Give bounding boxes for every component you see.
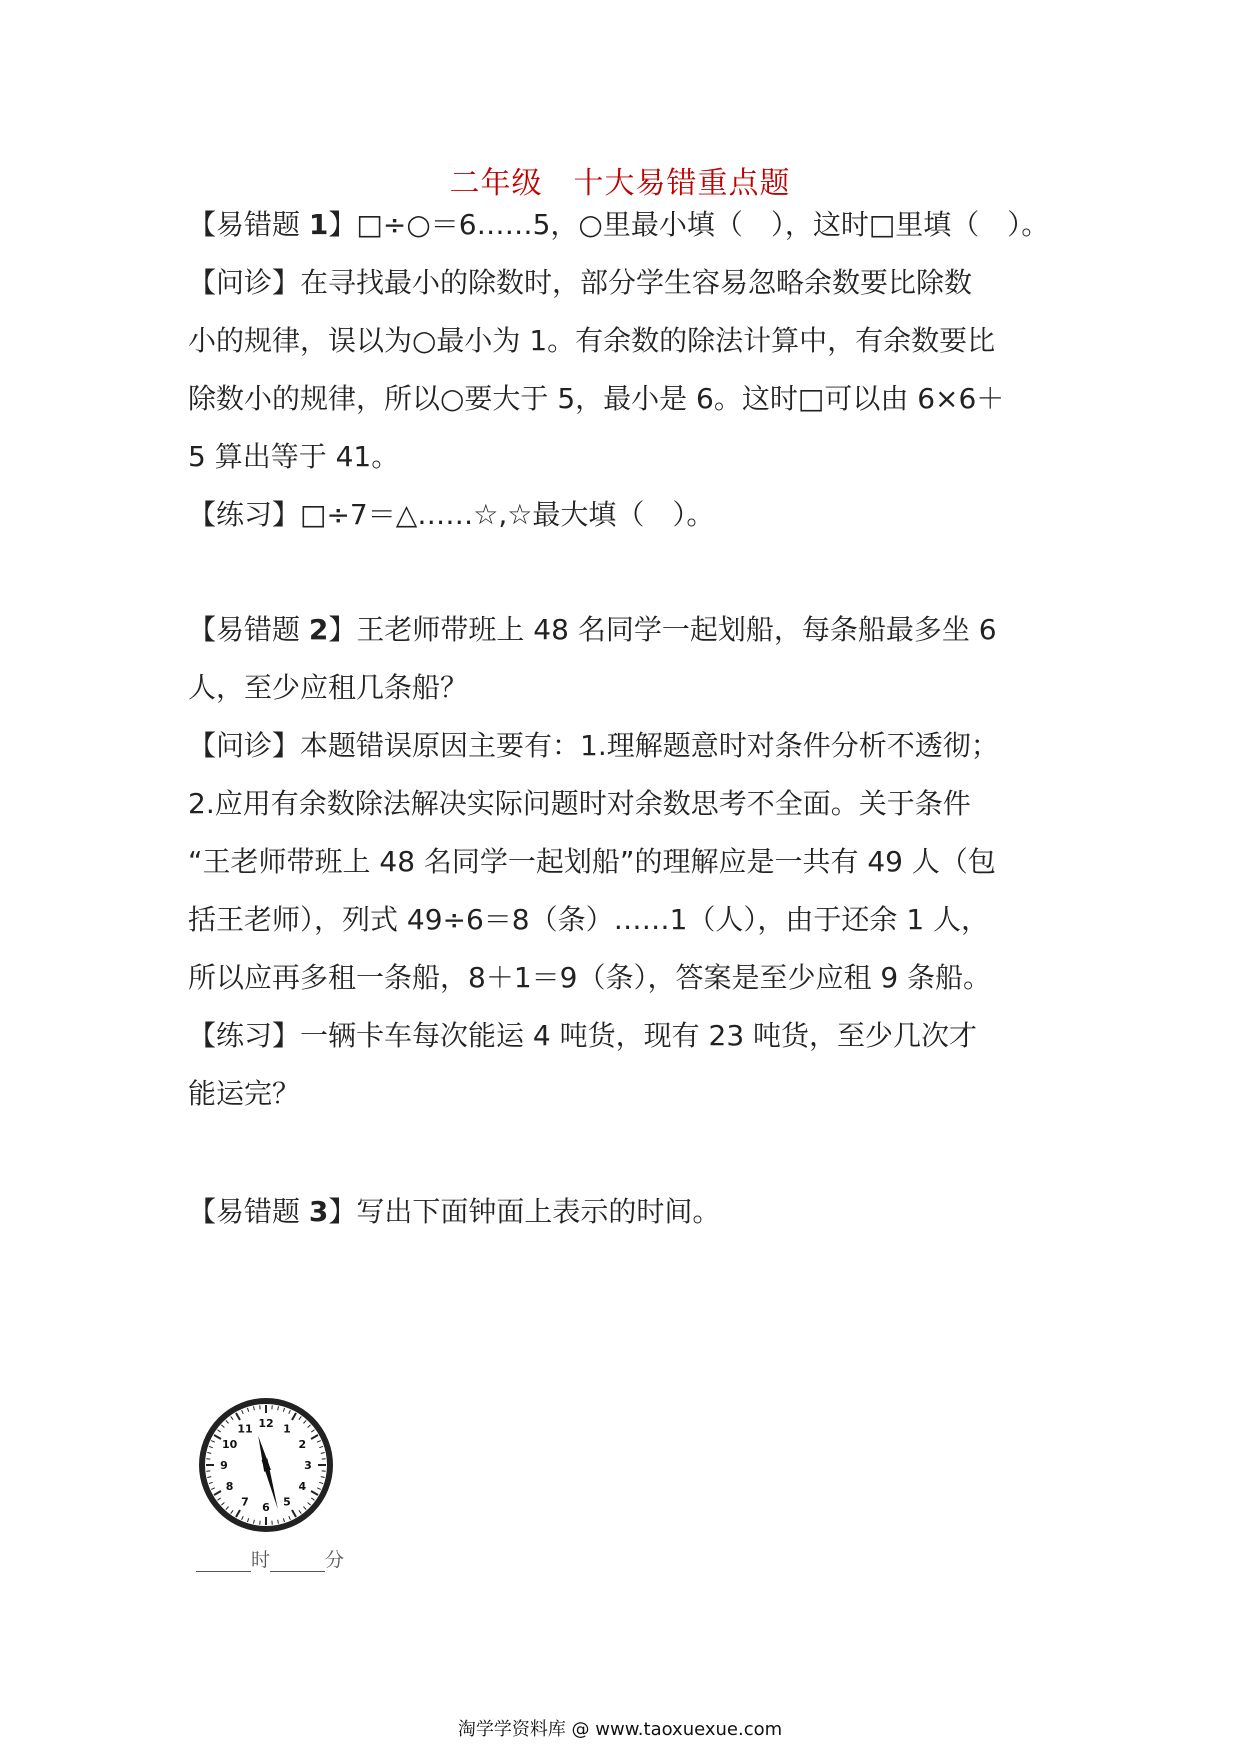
- clock-number: 3: [304, 1459, 312, 1472]
- clock-answer-caption: [196, 1545, 344, 1572]
- q2-diagnosis-line-4: 括王老师），列式 49÷6＝8（条）……1（人），由于还余 1 人，: [188, 903, 990, 936]
- q1-practice-line: 【练习】□÷7＝△……☆,☆最大填（ ）。: [188, 498, 715, 531]
- page-title: 二年级 十大易错重点题: [449, 166, 791, 201]
- q2-label-num: 2: [308, 613, 329, 646]
- hour-blank: [196, 1553, 251, 1572]
- q2-question-line: [188, 610, 1068, 650]
- q3-label-pre: 【易错题: [188, 1195, 309, 1228]
- q2-diagnosis-line-1: 【问诊】本题错误原因主要有：1.理解题意时对条件分析不透彻；: [188, 729, 999, 762]
- minute-unit: 分: [325, 1549, 345, 1571]
- clock-number: 2: [298, 1438, 307, 1451]
- q2-diagnosis-line-5: 所以应再多租一条船，8＋1＝9（条），答案是至少应租 9 条船。: [188, 961, 992, 994]
- q1-diagnosis-line-3: 除数小的规律，所以○要大于 5，最小是 6。这时□可以由 6×6＋: [188, 382, 1005, 415]
- clock-number: 1: [283, 1422, 291, 1436]
- q1-question-text: □÷○＝6……5，○里最小填（ ），这时□里填（ ）。: [356, 208, 1050, 241]
- q2-practice-line-1: 【练习】一辆卡车每次能运 4 吨货，现有 23 吨货，至少几次才: [188, 1019, 978, 1052]
- q1-label-num: 1: [308, 208, 329, 241]
- q2-practice-line-2: 能运完？: [188, 1077, 301, 1110]
- q3-label-post: 】: [328, 1195, 357, 1228]
- q1-diagnosis-line-4: 5 算出等于 41。: [188, 440, 400, 473]
- minute-blank: [270, 1553, 325, 1572]
- q2-question-text-1: 王老师带班上 48 名同学一起划船，每条船最多坐 6: [356, 613, 997, 646]
- q2-diagnosis-line-3: “王老师带班上 48 名同学一起划船”的理解应是一共有 49 人（包: [188, 845, 996, 878]
- q3-question-text: 写出下面钟面上表示的时间。: [356, 1195, 721, 1228]
- q1-label-post: 】: [328, 208, 357, 241]
- q2-question-line-2: 人，至少应租几条船？: [188, 671, 469, 704]
- q3-question-line: [188, 1192, 1068, 1232]
- clock-number: 7: [241, 1495, 249, 1509]
- clock-number: 4: [298, 1480, 307, 1493]
- q2-label-post: 】: [328, 613, 357, 646]
- clock-face: [196, 1395, 336, 1535]
- clock-number: 10: [221, 1438, 238, 1451]
- q1-diagnosis-line-1: 【问诊】在寻找最小的除数时，部分学生容易忽略余数要比除数: [188, 266, 973, 299]
- q1-question-line: [188, 205, 1068, 245]
- clock-number: 11: [237, 1422, 253, 1436]
- clock-number: 6: [262, 1501, 270, 1514]
- clock-center: [263, 1462, 269, 1468]
- clock-number: 8: [225, 1480, 234, 1493]
- q2-diagnosis-line-2: 2.应用有余数除法解决实际问题时对余数思考不全面。关于条件: [188, 787, 971, 820]
- clock-number: 9: [220, 1459, 228, 1472]
- q1-diagnosis-line-2: 小的规律，误以为○最小为 1。有余数的除法计算中，有余数要比: [188, 324, 996, 357]
- clock-svg: [196, 1395, 336, 1535]
- hour-unit: 时: [251, 1549, 271, 1571]
- footer-watermark: 淘学学资料库 @ www.taoxuexue.com: [457, 1719, 783, 1740]
- clock-number: 5: [283, 1495, 291, 1509]
- q1-label-pre: 【易错题: [188, 208, 309, 241]
- q2-label-pre: 【易错题: [188, 613, 309, 646]
- clock-number: 12: [258, 1417, 274, 1430]
- q3-label-num: 3: [308, 1195, 329, 1228]
